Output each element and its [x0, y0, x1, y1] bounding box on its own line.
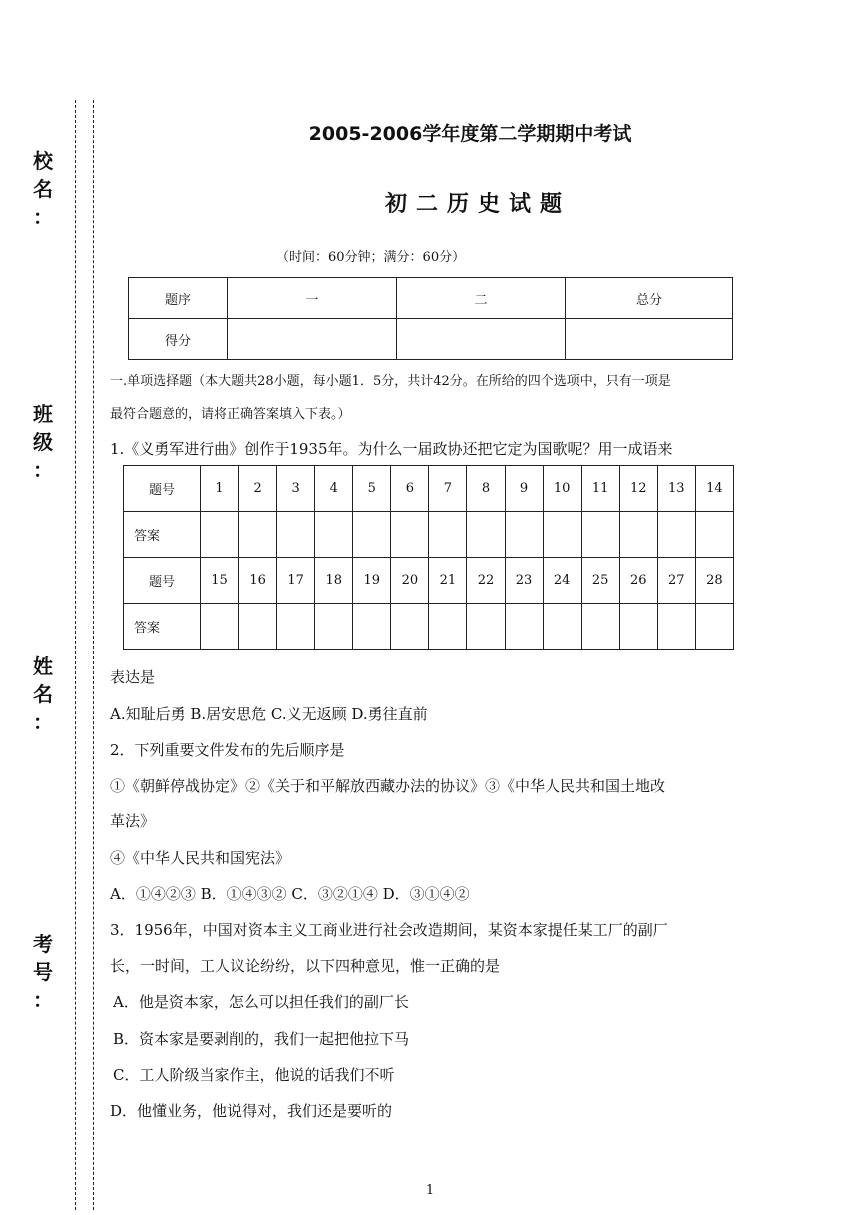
- answer-table-number-row: [124, 558, 734, 604]
- question-number-cell: 26: [619, 558, 657, 604]
- number-row-label: 题号: [124, 466, 201, 512]
- question-number-cell: 16: [239, 558, 277, 604]
- question-2-item-line: 革法》: [110, 812, 156, 830]
- question-number-cell: 21: [429, 558, 467, 604]
- exam-title: 2005-2006学年度第二学期期中考试: [308, 123, 632, 145]
- answer-cell[interactable]: [429, 512, 467, 558]
- answer-cell[interactable]: [277, 604, 315, 650]
- school-name-label: 校 名 ：: [33, 149, 53, 229]
- question-number-cell: 22: [467, 558, 505, 604]
- answer-cell[interactable]: [429, 604, 467, 650]
- student-name-label: 姓 名 ：: [33, 654, 53, 734]
- question-number-cell: 20: [391, 558, 429, 604]
- question-2-item-line: ①《朝鲜停战协定》②《关于和平解放西藏办法的协议》③《中华人民共和国土地改: [110, 777, 666, 795]
- answer-cell[interactable]: [239, 604, 277, 650]
- answer-cell[interactable]: [277, 512, 315, 558]
- answer-row-label: 答案: [124, 512, 201, 558]
- question-1-options: A.知耻后勇 B.居安思危 C.义无返顾 D.勇往直前: [110, 705, 428, 723]
- answer-table: [123, 465, 734, 650]
- section1-instruction-cont: 最符合题意的，请将正确答案填入下表。）: [110, 407, 351, 422]
- answer-cell[interactable]: [391, 604, 429, 650]
- score-table: [128, 277, 733, 360]
- answer-table-answer-row: [124, 604, 734, 650]
- answer-cell[interactable]: [315, 604, 353, 650]
- answer-cell[interactable]: [505, 512, 543, 558]
- question-number-cell: 13: [657, 466, 695, 512]
- question-2-item-line: ④《中华人民共和国宪法》: [110, 849, 291, 867]
- number-row-label: 题号: [124, 558, 201, 604]
- answer-cell[interactable]: [467, 512, 505, 558]
- answer-cell[interactable]: [201, 604, 239, 650]
- answer-cell[interactable]: [581, 512, 619, 558]
- answer-cell[interactable]: [505, 604, 543, 650]
- question-3-stem-cont: 长，一时间，工人议论纷纷，以下四种意见，惟一正确的是: [110, 957, 501, 975]
- answer-cell[interactable]: [657, 604, 695, 650]
- score-header-cell: 总分: [566, 278, 733, 319]
- answer-cell[interactable]: [543, 512, 581, 558]
- score-cell-section1[interactable]: [228, 319, 397, 360]
- question-number-cell: 12: [619, 466, 657, 512]
- question-number-cell: 5: [353, 466, 391, 512]
- question-number-cell: 10: [543, 466, 581, 512]
- question-number-cell: 17: [277, 558, 315, 604]
- answer-cell[interactable]: [201, 512, 239, 558]
- section1-instruction: 一.单项选择题（本大题共28小题，每小题1．5分，共计42分。在所给的四个选项中，只有一项是: [110, 374, 671, 389]
- question-number-cell: 11: [581, 466, 619, 512]
- answer-cell[interactable]: [239, 512, 277, 558]
- question-number-cell: 28: [695, 558, 733, 604]
- page-number: 1: [425, 1183, 435, 1198]
- question-number-cell: 19: [353, 558, 391, 604]
- question-number-cell: 14: [695, 466, 733, 512]
- answer-cell[interactable]: [543, 604, 581, 650]
- score-cell-total[interactable]: [566, 319, 733, 360]
- question-1-stem: 1.《义勇军进行曲》创作于1935年。为什么一届政协还把它定为国歌呢？用一成语来: [110, 440, 673, 458]
- answer-table-answer-row: [124, 512, 734, 558]
- question-number-cell: 24: [543, 558, 581, 604]
- answer-cell[interactable]: [467, 604, 505, 650]
- answer-cell[interactable]: [391, 512, 429, 558]
- score-row-label: 得分: [129, 319, 228, 360]
- question-3-option-a: A．他是资本家，怎么可以担任我们的副厂长: [113, 993, 409, 1011]
- question-number-cell: 25: [581, 558, 619, 604]
- question-number-cell: 7: [429, 466, 467, 512]
- time-and-score-note: （时间：60分钟；满分：60分）: [276, 250, 466, 265]
- question-number-cell: 27: [657, 558, 695, 604]
- question-number-cell: 15: [201, 558, 239, 604]
- score-header-cell: 二: [397, 278, 566, 319]
- answer-cell[interactable]: [581, 604, 619, 650]
- question-number-cell: 8: [467, 466, 505, 512]
- question-number-cell: 6: [391, 466, 429, 512]
- question-3-option-c: C．工人阶级当家作主，他说的话我们不听: [113, 1066, 395, 1084]
- score-table-header-row: [129, 278, 733, 319]
- answer-cell[interactable]: [619, 604, 657, 650]
- question-number-cell: 18: [315, 558, 353, 604]
- answer-cell[interactable]: [353, 512, 391, 558]
- answer-cell[interactable]: [657, 512, 695, 558]
- answer-cell[interactable]: [315, 512, 353, 558]
- question-number-cell: 1: [201, 466, 239, 512]
- question-number-cell: 23: [505, 558, 543, 604]
- binding-dashed-line-inner: [93, 100, 94, 1210]
- answer-cell[interactable]: [695, 604, 733, 650]
- question-number-cell: 4: [315, 466, 353, 512]
- question-number-cell: 9: [505, 466, 543, 512]
- question-2-options: A．①④②③ B．①④③② C．③②①④ D．③①④②: [110, 885, 470, 903]
- exam-number-label: 考 号 ：: [33, 932, 53, 1012]
- question-3-option-b: B．资本家是要剥削的，我们一起把他拉下马: [113, 1030, 410, 1048]
- question-number-cell: 3: [277, 466, 315, 512]
- score-header-cell: 一: [228, 278, 397, 319]
- score-cell-section2[interactable]: [397, 319, 566, 360]
- score-header-cell: 题序: [129, 278, 228, 319]
- question-2-stem: 2．下列重要文件发布的先后顺序是: [110, 741, 345, 759]
- answer-row-label: 答案: [124, 604, 201, 650]
- question-3-option-d: D．他懂业务，他说得对，我们还是要听的: [110, 1102, 393, 1120]
- subject-title: 初二历史试题: [384, 192, 571, 217]
- class-label: 班 级 ：: [33, 402, 53, 482]
- question-1-stem-cont: 表达是: [110, 668, 156, 686]
- answer-cell[interactable]: [619, 512, 657, 558]
- binding-dashed-line-outer: [75, 100, 76, 1210]
- answer-cell[interactable]: [353, 604, 391, 650]
- answer-table-number-row: [124, 466, 734, 512]
- answer-cell[interactable]: [695, 512, 733, 558]
- question-3-stem: 3．1956年，中国对资本主义工商业进行社会改造期间，某资本家提任某工厂的副厂: [110, 921, 668, 939]
- question-number-cell: 2: [239, 466, 277, 512]
- score-table-score-row: [129, 319, 733, 360]
